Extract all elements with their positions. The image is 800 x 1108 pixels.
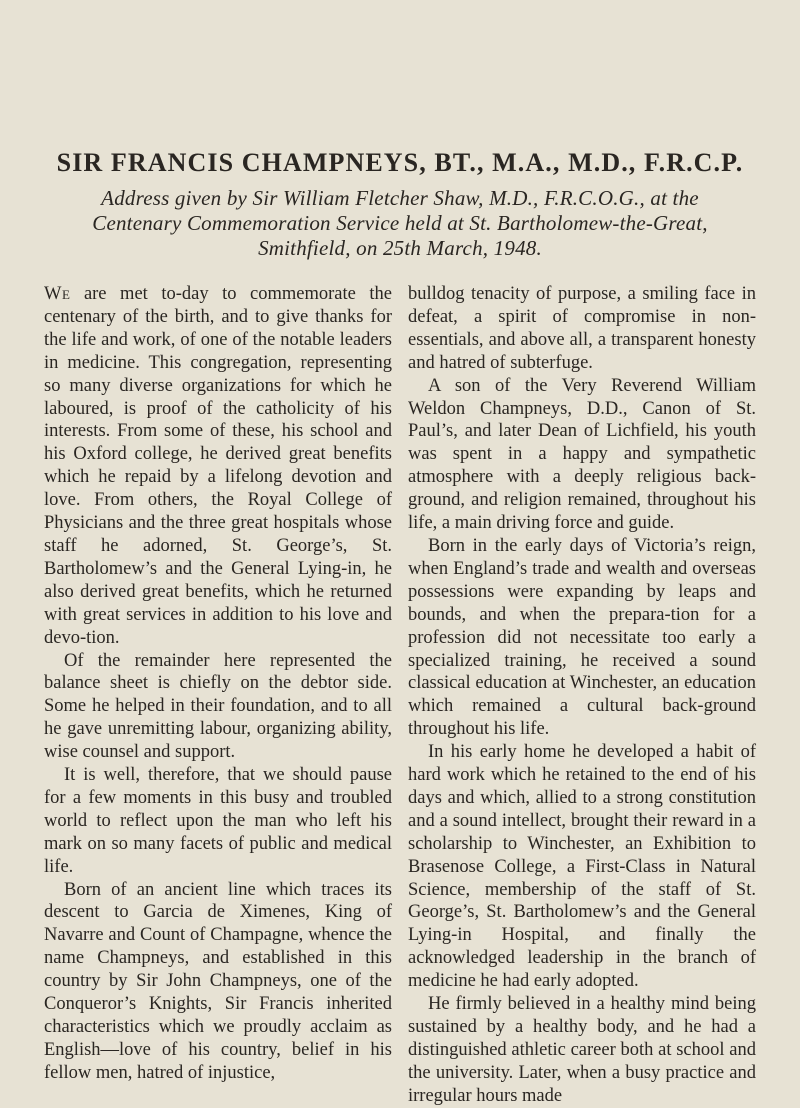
subtitle-line: Smithfield, on 25th March, 1948. [258, 236, 542, 260]
subtitle-line: Address given by Sir William Fletcher Shaw, M.D., F.R.C.O.G., at the [101, 186, 699, 210]
subtitle-line: Centenary Commemoration Service held at St. Bartholomew-the-Great, [92, 211, 708, 235]
body-columns [44, 283, 756, 1108]
paragraph: bulldog tenacity of purpose, a smiling face in defeat, a spirit of compromise in non-essentials, and above all, a transparent honesty and hatred of subterfuge. [408, 284, 756, 373]
right-column [408, 283, 756, 1108]
paragraph: Born of an ancient line which traces its descent to Garcia de Ximenes, King of Navarre and Count of Champagne, whence the name Champneys, and established in this country by Sir John Champneys, one of the Conqueror’s Knights, Sir Francis inherited characteristics which we proudly acclaim as English—love of his country, belief in his fellow men, hatred of injustice, [44, 879, 392, 1083]
article-subtitle [44, 186, 756, 261]
paragraph-text: are met to-day to commemorate the centenary of the birth, and to give thanks for the life and work, of one of the notable leaders in medicine. This congregation, representing so many diverse organizations for which he laboured, is proof of the catholicity of his interests. From some of these, his school and his Oxford college, he derived great benefits which he repaid by a lifelong devotion and love. From others, the Royal College of Physicians and the three great hospitals whose staff he adorned, St. George’s, St. Bartholomew’s and the General Lying-in, he also derived great benefits, which he returned with great services in addition to his love and devo-tion. [44, 284, 392, 648]
drop-word: We [44, 284, 71, 304]
paragraph [44, 283, 392, 650]
paragraph: In his early home he developed a habit of hard work which he retained to the end of his days and which, allied to a strong constitution and a sound intellect, brought their reward in a scholarship to Winchester, an Exhibition to Brasenose College, a First-Class in Natural Science, membership of the staff of St. George’s, St. Bartholomew’s and the General Lying-in Hospital, and finally the acknowledged leadership in the branch of medicine he had early adopted. [408, 742, 756, 992]
paragraph: He firmly believed in a healthy mind being sustained by a healthy body, and he had a distinguished athletic career both at school and the university. Later, when a busy practice and irregular hours made [408, 994, 756, 1106]
paragraph: A son of the Very Reverend William Weldon Champneys, D.D., Canon of St. Paul’s, and later Dean of Lichfield, his youth was spent in a happy and sympathetic atmosphere with a deeply religious back-ground, and religion remained, throughout his life, a main driving force and guide. [408, 375, 756, 534]
article-title: SIR FRANCIS CHAMPNEYS, BT., M.A., M.D., F.R.C.P. [56, 148, 744, 177]
left-column [44, 283, 392, 1108]
paragraph: Born in the early days of Victoria’s reign, when England’s trade and wealth and overseas possessions were expanding by leaps and bounds, and when the prepara-tion for a profession did not necessitate too early a specialized training, he received a sound classical education at Winchester, an education which remained a cultural back-ground throughout his life. [408, 535, 756, 740]
paragraph: It is well, therefore, that we should pause for a few moments in this busy and troubled world to reflect upon the man who left his mark on so many facets of public and medical life. [44, 765, 392, 877]
paragraph: Of the remainder here represented the balance sheet is chiefly on the debtor side. Some he helped in their foundation, and to all he gave unremitting labour, organizing ability, wise counsel and support. [44, 650, 392, 763]
